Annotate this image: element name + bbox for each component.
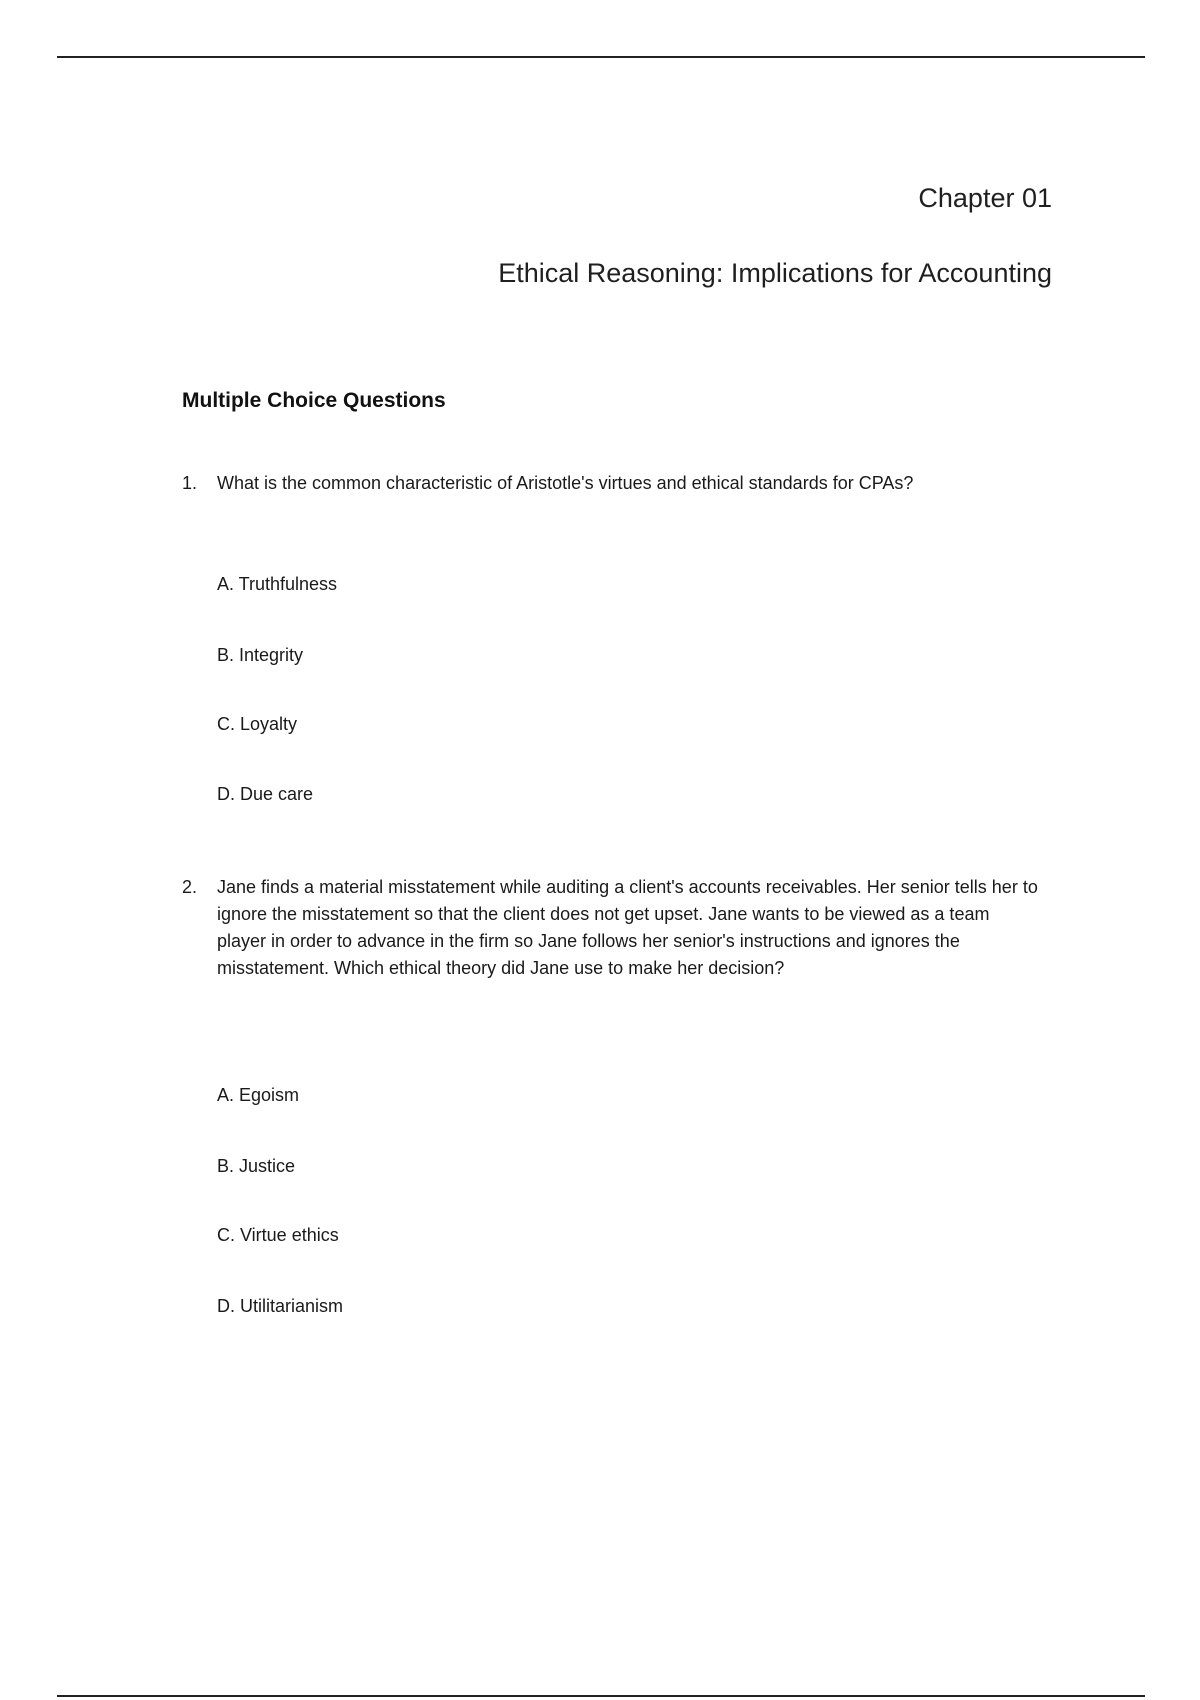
question-1-option-d: D. Due care (217, 784, 314, 804)
question-1 (182, 470, 1042, 497)
question-number: 1. (182, 473, 198, 493)
question-text: Jane finds a material misstatement while auditing a client's accounts receivables. Her senior tells her to ignore the misstatement so that the client does not get upset. Jane wants to be viewed as a team player in order to advance in the firm so Jane follows her senior's instructions and ignores the misstatement. Which ethical theory did Jane use to make her decision? (217, 877, 1038, 978)
question-2 (182, 874, 1042, 982)
top-rule (57, 56, 1145, 58)
question-1-option-b: B. Integrity (217, 645, 304, 665)
chapter-title: Ethical Reasoning: Implications for Accounting (498, 258, 1052, 288)
chapter-label: Chapter 01 (918, 183, 1052, 213)
question-2-option-c: C. Virtue ethics (217, 1225, 339, 1245)
question-2-option-a: A. Egoism (217, 1085, 300, 1105)
question-1-option-a: A. Truthfulness (217, 574, 338, 594)
question-2-option-b: B. Justice (217, 1156, 296, 1176)
section-heading: Multiple Choice Questions (182, 389, 446, 412)
question-number: 2. (182, 877, 198, 897)
question-text: What is the common characteristic of Aristotle's virtues and ethical standards for CPAs? (217, 473, 914, 493)
question-1-option-c: C. Loyalty (217, 714, 298, 734)
bottom-rule (57, 1695, 1145, 1697)
question-2-option-d: D. Utilitarianism (217, 1296, 344, 1316)
